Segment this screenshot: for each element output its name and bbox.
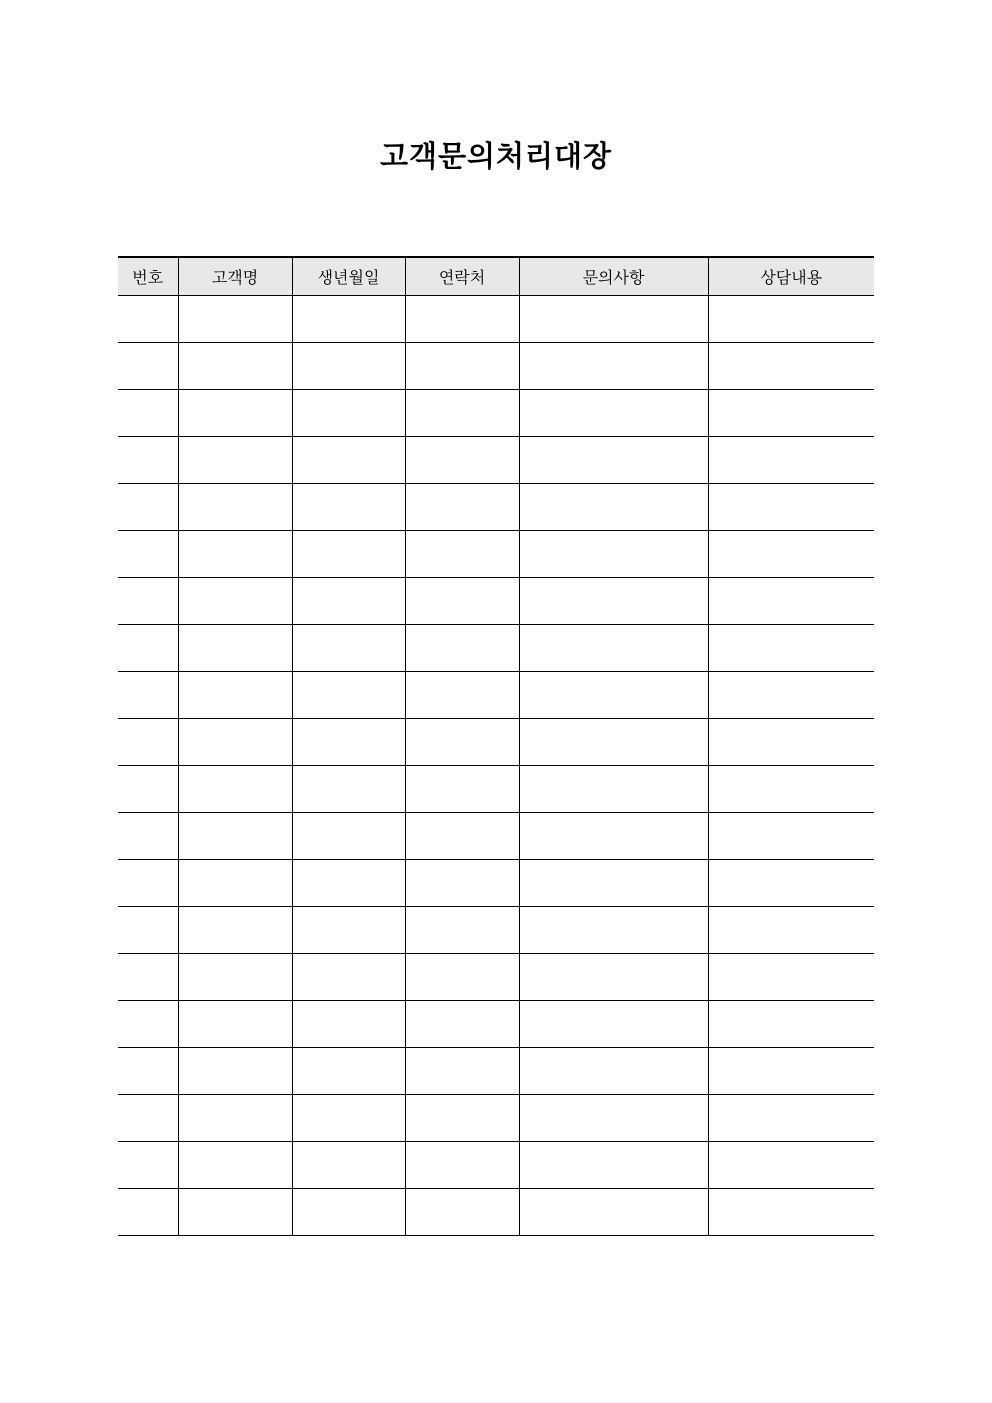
consultation-cell[interactable] bbox=[708, 1048, 874, 1095]
table-row bbox=[118, 531, 874, 578]
inquiry-cell[interactable] bbox=[519, 625, 708, 672]
number-cell[interactable] bbox=[118, 813, 178, 860]
customer-name-cell[interactable] bbox=[178, 484, 292, 531]
inquiry-cell[interactable] bbox=[519, 860, 708, 907]
table-row bbox=[118, 813, 874, 860]
contact-cell[interactable] bbox=[405, 907, 519, 954]
customer-name-cell[interactable] bbox=[178, 1001, 292, 1048]
table-header-row bbox=[118, 257, 874, 296]
customer-name-cell[interactable] bbox=[178, 1095, 292, 1142]
number-cell[interactable] bbox=[118, 860, 178, 907]
customer-name-cell[interactable] bbox=[178, 531, 292, 578]
table-row bbox=[118, 719, 874, 766]
birthdate-cell[interactable] bbox=[292, 343, 405, 390]
table-row bbox=[118, 1001, 874, 1048]
inquiry-cell[interactable] bbox=[519, 907, 708, 954]
inquiry-cell[interactable] bbox=[519, 954, 708, 1001]
inquiry-cell[interactable] bbox=[519, 766, 708, 813]
consultation-cell[interactable] bbox=[708, 907, 874, 954]
contact-cell[interactable] bbox=[405, 390, 519, 437]
number-cell[interactable] bbox=[118, 484, 178, 531]
table-row bbox=[118, 907, 874, 954]
consultation-cell[interactable] bbox=[708, 766, 874, 813]
birthdate-cell[interactable] bbox=[292, 1001, 405, 1048]
customer-name-cell[interactable] bbox=[178, 343, 292, 390]
customer-name-cell[interactable] bbox=[178, 672, 292, 719]
column-header-consultation: 상담내용 bbox=[708, 257, 874, 296]
table-body bbox=[118, 296, 874, 1236]
customer-name-cell[interactable] bbox=[178, 625, 292, 672]
column-header-number: 번호 bbox=[118, 257, 178, 296]
inquiry-cell[interactable] bbox=[519, 484, 708, 531]
birthdate-cell[interactable] bbox=[292, 1142, 405, 1189]
inquiry-cell[interactable] bbox=[519, 390, 708, 437]
customer-name-cell[interactable] bbox=[178, 578, 292, 625]
contact-cell[interactable] bbox=[405, 766, 519, 813]
birthdate-cell[interactable] bbox=[292, 1048, 405, 1095]
birthdate-cell[interactable] bbox=[292, 907, 405, 954]
contact-cell[interactable] bbox=[405, 343, 519, 390]
inquiry-cell[interactable] bbox=[519, 578, 708, 625]
contact-cell[interactable] bbox=[405, 1001, 519, 1048]
customer-name-cell[interactable] bbox=[178, 1189, 292, 1236]
inquiry-cell[interactable] bbox=[519, 1001, 708, 1048]
contact-cell[interactable] bbox=[405, 484, 519, 531]
number-cell[interactable] bbox=[118, 625, 178, 672]
number-cell[interactable] bbox=[118, 1048, 178, 1095]
table-row bbox=[118, 343, 874, 390]
birthdate-cell[interactable] bbox=[292, 625, 405, 672]
consultation-cell[interactable] bbox=[708, 813, 874, 860]
table-row bbox=[118, 390, 874, 437]
inquiry-cell[interactable] bbox=[519, 1189, 708, 1236]
consultation-cell[interactable] bbox=[708, 437, 874, 484]
consultation-cell[interactable] bbox=[708, 578, 874, 625]
table-row bbox=[118, 672, 874, 719]
contact-cell[interactable] bbox=[405, 531, 519, 578]
birthdate-cell[interactable] bbox=[292, 437, 405, 484]
inquiry-cell[interactable] bbox=[519, 343, 708, 390]
customer-name-cell[interactable] bbox=[178, 813, 292, 860]
table-row bbox=[118, 1142, 874, 1189]
customer-name-cell[interactable] bbox=[178, 766, 292, 813]
column-header-customer-name: 고객명 bbox=[178, 257, 292, 296]
number-cell[interactable] bbox=[118, 672, 178, 719]
contact-cell[interactable] bbox=[405, 860, 519, 907]
customer-name-cell[interactable] bbox=[178, 719, 292, 766]
table-row bbox=[118, 1048, 874, 1095]
contact-cell[interactable] bbox=[405, 578, 519, 625]
contact-cell[interactable] bbox=[405, 1189, 519, 1236]
column-header-birthdate: 생년월일 bbox=[292, 257, 405, 296]
number-cell[interactable] bbox=[118, 1189, 178, 1236]
page-title: 고객문의처리대장 bbox=[379, 139, 613, 173]
number-cell[interactable] bbox=[118, 343, 178, 390]
number-cell[interactable] bbox=[118, 1001, 178, 1048]
number-cell[interactable] bbox=[118, 954, 178, 1001]
inquiry-cell[interactable] bbox=[519, 1095, 708, 1142]
table-row bbox=[118, 578, 874, 625]
inquiry-cell[interactable] bbox=[519, 1142, 708, 1189]
number-cell[interactable] bbox=[118, 578, 178, 625]
consultation-cell[interactable] bbox=[708, 531, 874, 578]
contact-cell[interactable] bbox=[405, 625, 519, 672]
inquiry-cell[interactable] bbox=[519, 719, 708, 766]
birthdate-cell[interactable] bbox=[292, 813, 405, 860]
birthdate-cell[interactable] bbox=[292, 296, 405, 343]
number-cell[interactable] bbox=[118, 296, 178, 343]
consultation-cell[interactable] bbox=[708, 296, 874, 343]
birthdate-cell[interactable] bbox=[292, 1189, 405, 1236]
table-row bbox=[118, 954, 874, 1001]
consultation-cell[interactable] bbox=[708, 1095, 874, 1142]
table-row bbox=[118, 437, 874, 484]
contact-cell[interactable] bbox=[405, 437, 519, 484]
column-header-contact: 연락처 bbox=[405, 257, 519, 296]
birthdate-cell[interactable] bbox=[292, 578, 405, 625]
consultation-cell[interactable] bbox=[708, 1142, 874, 1189]
birthdate-cell[interactable] bbox=[292, 531, 405, 578]
consultation-cell[interactable] bbox=[708, 343, 874, 390]
birthdate-cell[interactable] bbox=[292, 766, 405, 813]
number-cell[interactable] bbox=[118, 766, 178, 813]
consultation-cell[interactable] bbox=[708, 954, 874, 1001]
birthdate-cell[interactable] bbox=[292, 484, 405, 531]
consultation-cell[interactable] bbox=[708, 860, 874, 907]
birthdate-cell[interactable] bbox=[292, 719, 405, 766]
contact-cell[interactable] bbox=[405, 954, 519, 1001]
birthdate-cell[interactable] bbox=[292, 954, 405, 1001]
customer-name-cell[interactable] bbox=[178, 390, 292, 437]
birthdate-cell[interactable] bbox=[292, 860, 405, 907]
table-row bbox=[118, 296, 874, 343]
contact-cell[interactable] bbox=[405, 296, 519, 343]
customer-name-cell[interactable] bbox=[178, 954, 292, 1001]
table-row bbox=[118, 1095, 874, 1142]
contact-cell[interactable] bbox=[405, 672, 519, 719]
customer-name-cell[interactable] bbox=[178, 860, 292, 907]
inquiry-cell[interactable] bbox=[519, 1048, 708, 1095]
table-row bbox=[118, 860, 874, 907]
inquiry-cell[interactable] bbox=[519, 813, 708, 860]
table-row bbox=[118, 484, 874, 531]
customer-name-cell[interactable] bbox=[178, 437, 292, 484]
consultation-cell[interactable] bbox=[708, 719, 874, 766]
consultation-cell[interactable] bbox=[708, 672, 874, 719]
table-row bbox=[118, 1189, 874, 1236]
contact-cell[interactable] bbox=[405, 1095, 519, 1142]
number-cell[interactable] bbox=[118, 390, 178, 437]
contact-cell[interactable] bbox=[405, 1048, 519, 1095]
inquiry-ledger-table bbox=[118, 256, 874, 1236]
number-cell[interactable] bbox=[118, 719, 178, 766]
consultation-cell[interactable] bbox=[708, 1001, 874, 1048]
inquiry-cell[interactable] bbox=[519, 672, 708, 719]
customer-name-cell[interactable] bbox=[178, 1142, 292, 1189]
contact-cell[interactable] bbox=[405, 719, 519, 766]
column-header-inquiry: 문의사항 bbox=[519, 257, 708, 296]
birthdate-cell[interactable] bbox=[292, 1095, 405, 1142]
customer-name-cell[interactable] bbox=[178, 1048, 292, 1095]
birthdate-cell[interactable] bbox=[292, 672, 405, 719]
number-cell[interactable] bbox=[118, 1142, 178, 1189]
contact-cell[interactable] bbox=[405, 1142, 519, 1189]
consultation-cell[interactable] bbox=[708, 625, 874, 672]
consultation-cell[interactable] bbox=[708, 390, 874, 437]
table-row bbox=[118, 766, 874, 813]
table-row bbox=[118, 625, 874, 672]
inquiry-cell[interactable] bbox=[519, 296, 708, 343]
customer-name-cell[interactable] bbox=[178, 907, 292, 954]
number-cell[interactable] bbox=[118, 531, 178, 578]
contact-cell[interactable] bbox=[405, 813, 519, 860]
birthdate-cell[interactable] bbox=[292, 390, 405, 437]
number-cell[interactable] bbox=[118, 907, 178, 954]
number-cell[interactable] bbox=[118, 1095, 178, 1142]
consultation-cell[interactable] bbox=[708, 484, 874, 531]
inquiry-cell[interactable] bbox=[519, 437, 708, 484]
consultation-cell[interactable] bbox=[708, 1189, 874, 1236]
inquiry-cell[interactable] bbox=[519, 531, 708, 578]
customer-name-cell[interactable] bbox=[178, 296, 292, 343]
number-cell[interactable] bbox=[118, 437, 178, 484]
